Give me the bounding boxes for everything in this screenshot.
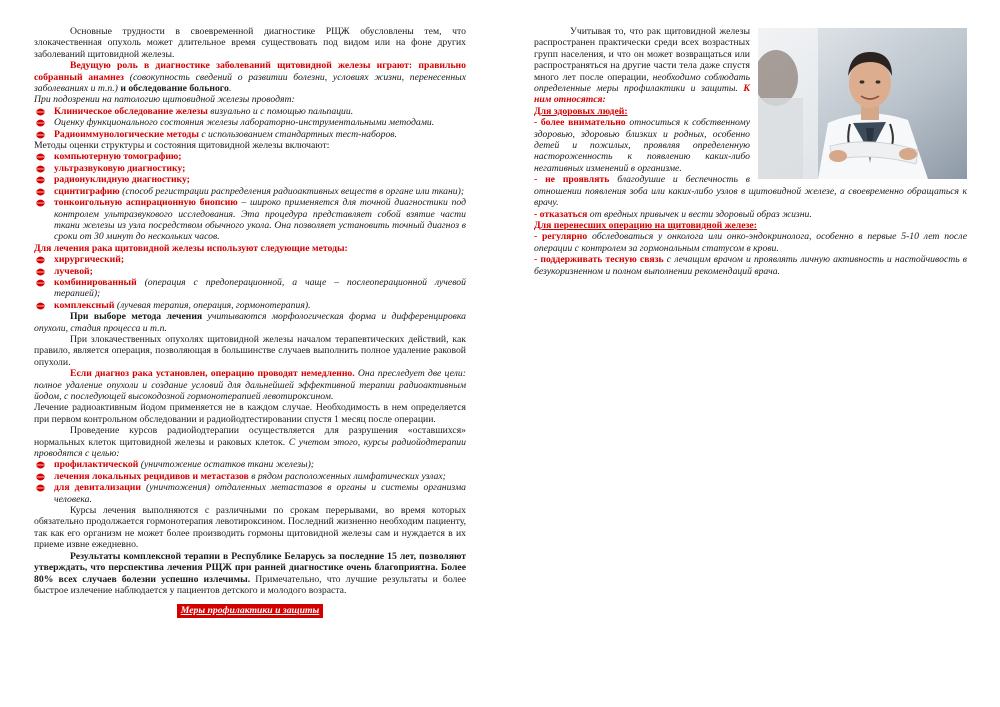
leaf-bullet-icon [35, 460, 46, 470]
list-item: лучевой; [34, 266, 466, 277]
doctor-photo [758, 28, 967, 179]
leaf-bullet-icon [35, 301, 46, 311]
list-item: Клиническое обследование железы визуально и с помощью пальпации. [34, 106, 466, 117]
method-choice-paragraph: При выборе метода лечения учитываются морфологическая форма и дифференцировка опухоли, стадия процесса и т.п. [34, 311, 467, 334]
banner-row [34, 604, 466, 617]
leaf-bullet-icon [35, 175, 46, 185]
leaf-bullet-icon [35, 118, 46, 128]
diagnostics-role-paragraph: Ведущую роль в диагностике заболеваний щитовидной железы играют: правильно собранный анамнез (совокупность сведений о развитии болезни, условиях жизни, перенесенных заболеваниях и т.п.) и обследование больного. [34, 60, 467, 95]
radioiodine-courses-paragraph: Проведение курсов радиойодтерапии осуществляется для разрушения «оставшихся» нормальных клеток щитовидной железы и раковых клеток. С учетом этого, курсы радиойодтерапии проводятся с целью: [34, 425, 466, 460]
intro-paragraph: Основные трудности в своевременной диагностике РЩЖ обусловлены тем, что злокачественная опухоль может длительное время существовать под видом или на фоне других заболеваний щитовидной железы. [34, 26, 466, 60]
treatment-heading: Для лечения рака щитовидной железы используют следующие методы: [34, 242, 348, 254]
courses-paragraph: Курсы лечения выполняются с различными по срокам перерывами, во время которых обязательно продолжается гормонотерапия левотироксином. Последний жизненно необходим пациенту, так как его организм не может более производить гормоны щитовидной железы сам и нуждается в их приеме извне ежедневно. [34, 505, 466, 551]
radioiodine-paragraph: Лечение радиоактивным йодом применяется не в каждом случае. Необходимость в нем определяется при первом контрольном обследовании и радиойодтестировании спустя 1 месяц после операции. [34, 402, 466, 425]
surgery-paragraph: При злокачественных опухолях щитовидной железы началом терапевтических действий, как правило, является операция, позволяющая в большинстве случаев выполнить полное удаление раковой опухоли. [34, 333, 466, 368]
postop-item-1: - регулярно обследоваться у онколога или онко-эндокринолога, особенно в первые 5-10 лет после операции с контролем за гормональным статусом в крови. [534, 231, 967, 254]
leaf-bullet-icon [35, 483, 46, 493]
healthy-item-1: - более внимательно относиться к собственному здоровью, здоровью близких и родных, особенно детей и пожилых, проявляя определенную настороженность к появлению каких-либо негативных изменений в организме. [534, 117, 750, 174]
list-item: сцинтиграфию (способ регистрации распределения радиоактивных веществ в органе или ткани); [34, 186, 466, 197]
postop-heading: Для перенесших операцию на щитовидной железе: [534, 219, 757, 231]
list-item: лечения локальных рецидивов и метастазов в рядом расположенных лимфатических узлах; [34, 471, 466, 482]
postop-item-2: - поддерживать тесную связь с лечащим врачом и проявлять личную активность и настойчивость в безукоризненном и полном выполнении рекомендаций врача. [534, 254, 968, 277]
exam-text: и обследование больного [120, 83, 229, 95]
list-item: комплексный (лучевая терапия, операция, гормонотерапия). [34, 300, 466, 311]
list-item: Оценку функционального состояния железы лабораторно-инструментальными методами. [34, 117, 466, 128]
list-item: радионуклидную диагностику; [34, 174, 466, 185]
leaf-bullet-icon [35, 278, 46, 288]
healthy-item-3: - отказаться от вредных привычек и вести здоровый образ жизни. [534, 208, 812, 220]
list-item: хирургический; [34, 254, 466, 265]
results-paragraph: Результаты комплексной терапии в Республике Беларусь за последние 15 лет, позволяют утверждать, что перспектива лечения РЩЖ при ранней диагностике очень благоприятна. Более 80% всех случаев болезни успешно излечимы. Примечательно, что лучшие результаты и более быстрое излечение наблюдается у пациентов детского и молодого возраста. [34, 550, 466, 596]
leaf-bullet-icon [35, 267, 46, 277]
healthy-item-2: - не проявлять благодушие и беспечность в отношении появления зоба или каких-либо узлов в щитовидной железе, а своевременно обращаться к врачу. [534, 174, 967, 209]
list-item: для девитализации (уничтожения) отдаленных метастазов в органы и системы организма человека. [34, 482, 466, 505]
leaf-bullet-icon [35, 472, 46, 482]
list-item: профилактической (уничтожение остатков ткани железы); [34, 459, 466, 470]
prevention-intro: Учитывая то, что рак щитовидной железы распространен практически среди всех возрастных групп населения, и что он может возвращаться или распространяться на другие части тела даже спустя много лет после операции, необходимо соблюдать определенные меры профилактики и защиты. К ним относятся: [534, 26, 750, 106]
right-column [534, 26, 967, 277]
doctor-image-icon [758, 28, 967, 179]
healthy-heading: Для здоровых людей: [534, 105, 628, 117]
left-column [34, 26, 466, 618]
list-item: комбинированный (операция с предоперационной, а чаще – послеоперационной лучевой терапией); [34, 277, 466, 300]
leaf-bullet-icon [35, 198, 46, 208]
leaf-bullet-icon [35, 187, 46, 197]
leaf-bullet-icon [35, 255, 46, 265]
list-item: тонкоигольную аспирационную биопсию – широко применяется для точной диагностики под контролем ультразвукового исследования. Эта процедура представляет собой взятие части ткани железы из узла посредством обычного укола. Она позволяет установить точный диагноз в сроки от 30 минут до нескольких часов. [34, 197, 466, 243]
methods-heading: Методы оценки структуры и состояния щитовидной железы включают: [34, 140, 330, 152]
leaf-bullet-icon [35, 130, 46, 140]
anamnesis-note: (совокупность сведений о развитии болезни, условиях жизни, перенесенных заболеваниях и т.п.) [34, 71, 467, 95]
list-item: компьютерную томографию; [34, 151, 466, 162]
leaf-bullet-icon [35, 152, 46, 162]
leaf-bullet-icon [35, 107, 46, 117]
leaf-bullet-icon [35, 164, 46, 174]
prevention-banner: Меры профилактики и защиты [177, 604, 324, 617]
list-item: Радиоиммунологические методы с использованием стандартных тест-наборов. [34, 129, 466, 140]
diagnostics-role-red: Ведущую роль в диагностике заболеваний щитовидной железы играют: правильно собранный анамнез [34, 60, 466, 83]
suspicion-heading: При подозрении на патологию щитовидной железы проводят: [34, 94, 295, 106]
list-item: ультразвуковую диагностику; [34, 163, 466, 174]
immediate-surgery-paragraph: Если диагноз рака установлен, операцию проводят немедленно. Она преследует две цели: полное удаление опухоли и создание условий для дальнейшей эффективной терапии радиоактивным йодом, с последующей высокодозной гормонотерапией левотироксином. [34, 368, 466, 402]
